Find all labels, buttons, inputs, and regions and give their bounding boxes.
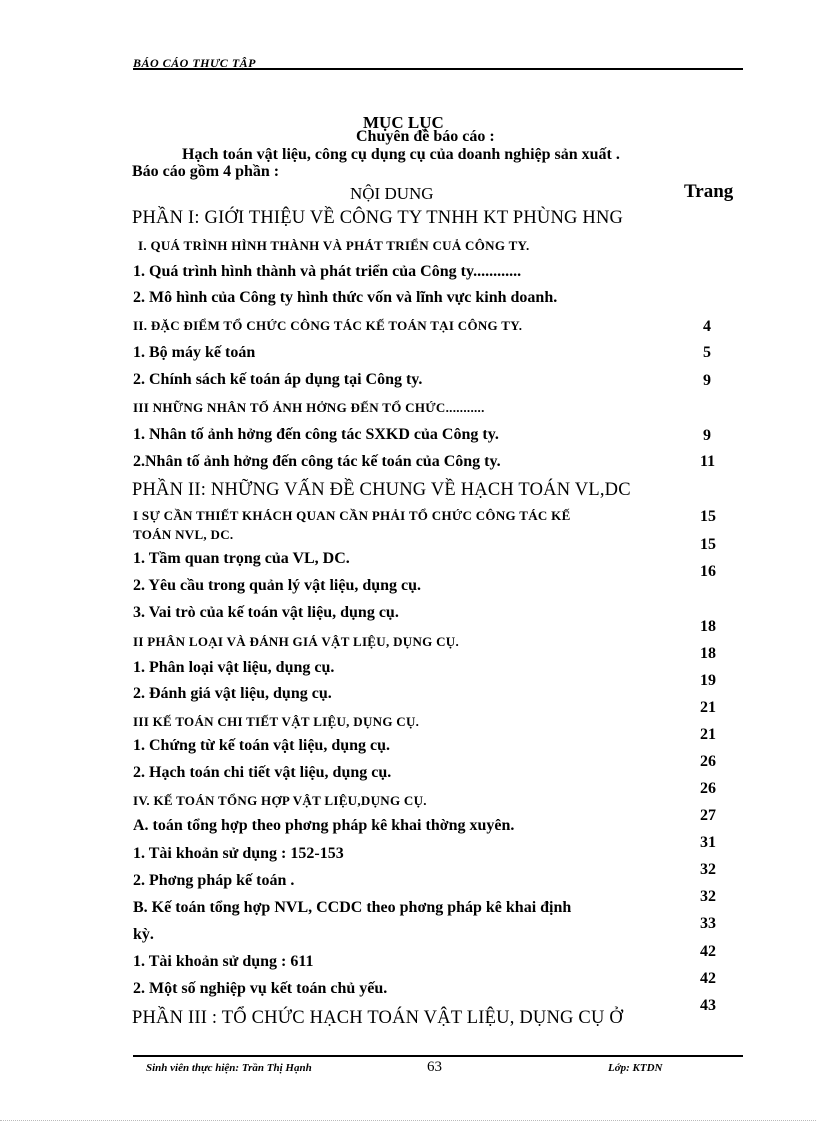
toc-item: B. Kế toán tổng hợp NVL, CCDC theo phơng pháp kê khai định	[133, 899, 572, 916]
column-content-header: NỘI DUNG	[350, 184, 434, 203]
page-number: 21	[700, 699, 716, 716]
toc-section: I SỰ CẦN THIẾT KHÁCH QUAN CẦN PHẢI TỔ CHỨC CÔNG TÁC KẾ	[133, 508, 571, 523]
toc-item-cont: kỳ.	[133, 926, 154, 943]
toc-item: 2. Đánh giá vật liệu, dụng cụ.	[133, 685, 332, 702]
page-number: 19	[700, 672, 716, 689]
topic-title: Hạch toán vật liệu, công cụ dụng cụ của doanh nghiệp sản xuất .	[182, 146, 620, 163]
page-number: 4	[703, 318, 711, 335]
toc-part-3: PHẦN III : TỔ CHỨC HẠCH TOÁN VẬT LIỆU, DỤNG CỤ Ở	[132, 1008, 623, 1028]
toc-item: 1. Phân loại vật liệu, dụng cụ.	[133, 659, 335, 676]
page-number: 42	[700, 943, 716, 960]
toc-item: 1. Tài khoản sử dụng : 611	[133, 953, 314, 970]
toc-item: 2. Yêu cầu trong quản lý vật liệu, dụng cụ.	[133, 577, 422, 594]
toc-item: 1. Nhân tố ảnh hởng đến công tác SXKD của Công ty.	[133, 426, 499, 443]
toc-part-1: PHẦN I: GIỚI THIỆU VỀ CÔNG TY TNHH KT PHÙNG HNG	[132, 208, 624, 228]
page-number: 26	[700, 780, 716, 797]
page-number: 18	[700, 645, 716, 662]
toc-item: A. toán tổng hợp theo phơng pháp kê khai thờng xuyên.	[133, 817, 515, 834]
toc-section: I. QUÁ TRÌNH HÌNH THÀNH VÀ PHÁT TRIỂN CUẢ CÔNG TY.	[138, 238, 530, 253]
parts-note: Báo cáo gồm 4 phần :	[132, 163, 280, 180]
page-number: 9	[703, 427, 711, 444]
footer-student: Sinh viên thực hiện: Trần Thị Hạnh	[146, 1062, 312, 1074]
toc-item: 2. Chính sách kế toán áp dụng tại Công ty.	[133, 371, 423, 388]
page-number: 33	[700, 915, 716, 932]
page-number: 15	[700, 508, 716, 525]
toc-section: II PHÂN LOẠI VÀ ĐÁNH GIÁ VẬT LIỆU, DỤNG CỤ.	[133, 634, 460, 649]
toc-item: 2. Mô hình của Công ty hình thức vốn và lĩnh vực kinh doanh.	[133, 289, 558, 306]
page-number: 18	[700, 618, 716, 635]
page-number: 43	[700, 997, 716, 1014]
toc-section: IV. KẾ TOÁN TỔNG HỢP VẬT LIỆU,DỤNG CỤ.	[133, 793, 427, 808]
page-number: 5	[703, 344, 711, 361]
page-number: 15	[700, 536, 716, 553]
toc-item: 1. Bộ máy kế toán	[133, 344, 256, 361]
footer-rule	[133, 1055, 743, 1057]
footer-class: Lớp: KTDN	[608, 1062, 663, 1074]
page-number: 27	[700, 807, 716, 824]
page-number: 21	[700, 726, 716, 743]
toc-item: 1. Tài khoản sử dụng : 152-153	[133, 845, 344, 862]
toc-part-2: PHẦN II: NHỮNG VẤN ĐỀ CHUNG VỀ HẠCH TOÁN VL,DC	[132, 480, 631, 500]
toc-item: 2.Nhân tố ảnh hởng đến công tác kế toán của Công ty.	[133, 453, 501, 470]
page-bottom-dotted-line	[0, 1120, 816, 1121]
toc-item: 3. Vai trò của kế toán vật liệu, dụng cụ.	[133, 604, 399, 621]
page-number: 32	[700, 888, 716, 905]
toc-section: II. ĐẶC ĐIỂM TỔ CHỨC CÔNG TÁC KẾ TOÁN TẠI CÔNG TY.	[133, 318, 523, 333]
toc-item: 2. Phơng pháp kế toán .	[133, 872, 295, 889]
toc-section: III KẾ TOÁN CHI TIẾT VẬT LIỆU, DỤNG CỤ.	[133, 714, 420, 729]
toc-item: 1. Chứng từ kế toán vật liệu, dụng cụ.	[133, 737, 391, 754]
page-number: 16	[700, 563, 716, 580]
page-number: 31	[700, 834, 716, 851]
page-number: 26	[700, 753, 716, 770]
toc-item: 1. Quá trình hình thành và phát triển của Công ty............	[133, 263, 522, 280]
toc-heading: MỤC LỤC	[363, 113, 444, 132]
page-number: 9	[703, 372, 711, 389]
column-page-header: Trang	[684, 181, 734, 202]
toc-item: 2. Hạch toán chi tiết vật liệu, dụng cụ.	[133, 764, 392, 781]
toc-item: 2. Một số nghiệp vụ kết toán chủ yếu.	[133, 980, 388, 997]
report-header-title: BÁO CÁO THỰC TẬP	[133, 56, 256, 70]
page-number: 32	[700, 861, 716, 878]
header-rule	[133, 68, 743, 70]
footer-page-number: 63	[427, 1059, 442, 1075]
toc-item: 1. Tầm quan trọng của VL, DC.	[133, 550, 350, 567]
page-number: 11	[700, 453, 716, 470]
page-number: 42	[700, 970, 716, 987]
toc-section-cont: TOÁN NVL, DC.	[133, 527, 234, 542]
toc-section: III NHỮNG NHÂN TỐ ẢNH HỞNG ĐẾN TỔ CHỨC...........	[133, 400, 485, 415]
topic-label: Chuyên đề báo cáo :	[356, 128, 495, 145]
